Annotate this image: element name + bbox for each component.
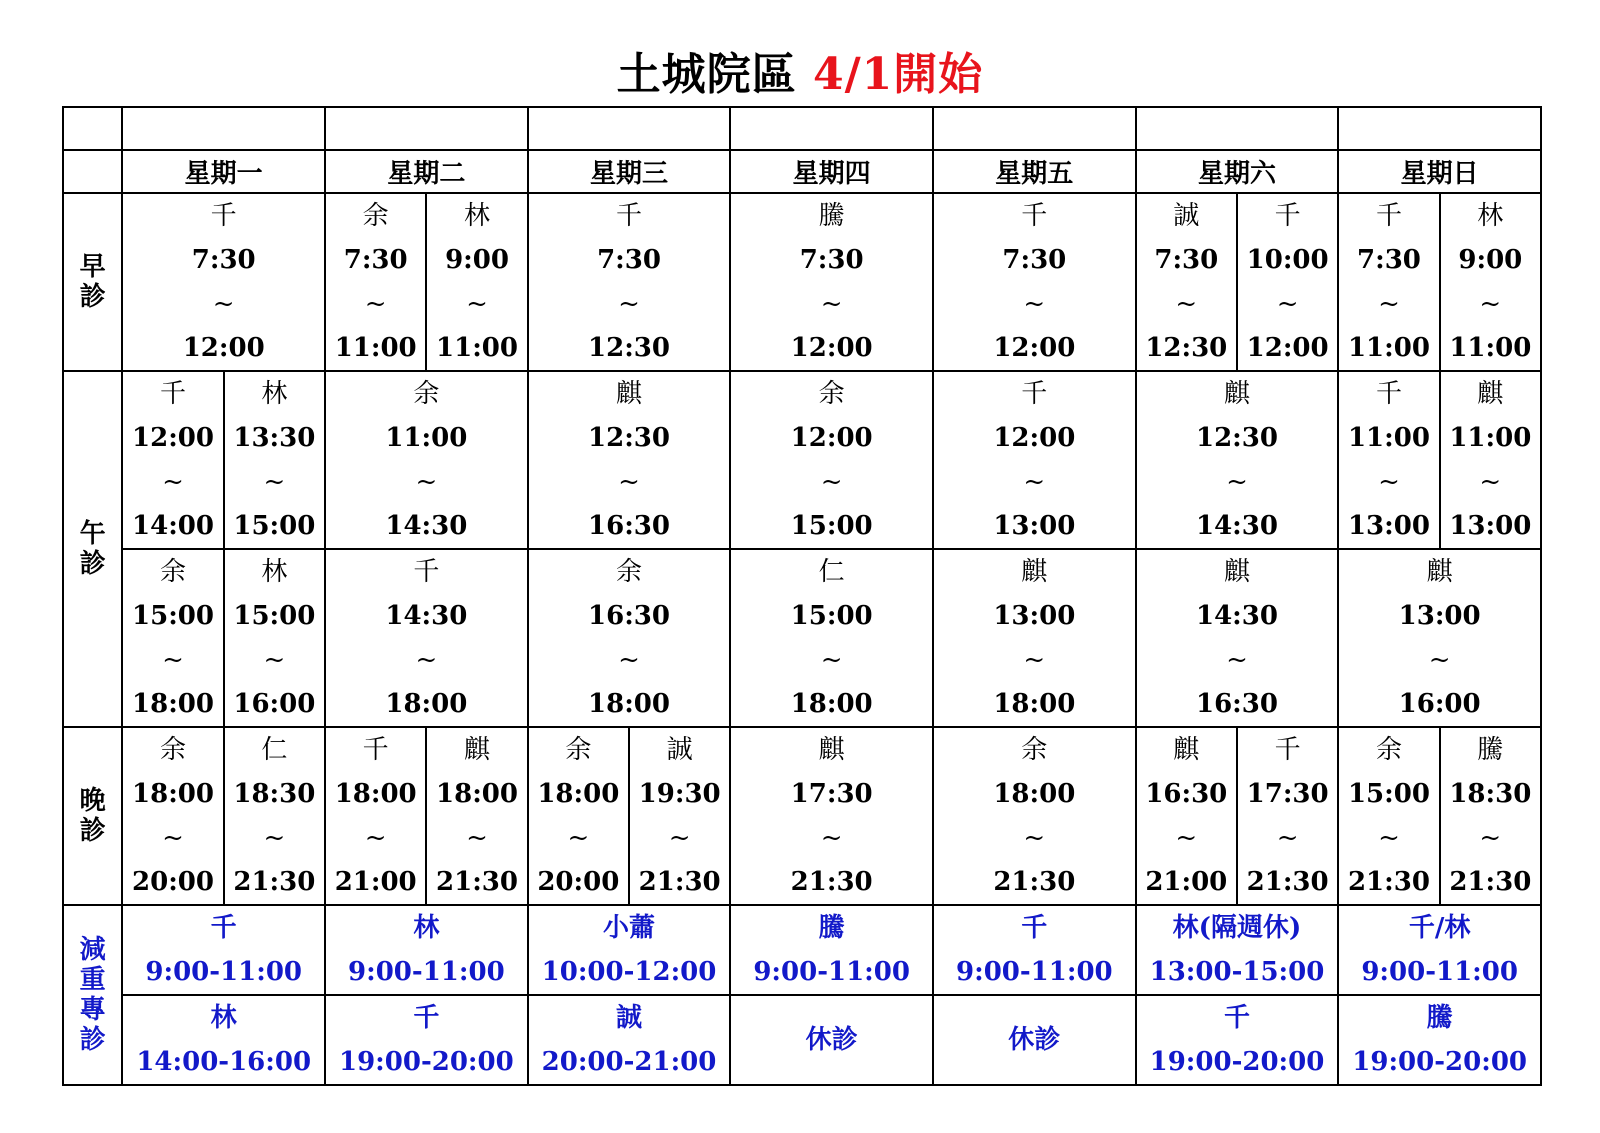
weight-clinic-slot [1338, 905, 1541, 995]
end-time: 21:30 [638, 867, 721, 897]
start-time: 12:00 [132, 423, 214, 453]
time-range: 9:00-11:00 [1361, 957, 1518, 987]
start-time: 11:00 [385, 423, 468, 453]
clinic-slot [1338, 727, 1439, 905]
doctor-name: 林 [261, 379, 288, 409]
end-time: 12:00 [993, 333, 1076, 363]
doctor-name: 騰 [1426, 1003, 1453, 1033]
weight-clinic-slot [325, 905, 528, 995]
start-time: 18:30 [1449, 779, 1532, 809]
clinic-slot [325, 727, 426, 905]
doctor-name: 千 [1021, 913, 1048, 943]
doctor-name: 余 [615, 557, 642, 587]
session-label-afternoon [63, 371, 122, 727]
weight-clinic-slot [1136, 995, 1339, 1085]
doctor-name: 騰 [818, 913, 845, 943]
end-time: 18:00 [588, 689, 670, 719]
clinic-slot [122, 727, 223, 905]
doctor-name: 千 [160, 379, 187, 409]
start-time: 7:30 [1357, 245, 1421, 275]
clinic-slot [1338, 371, 1439, 549]
end-time: 21:30 [1449, 867, 1532, 897]
doctor-name: 千 [1223, 1003, 1250, 1033]
time-separator: ~ [364, 823, 387, 853]
day-header-row [63, 150, 1541, 193]
doctor-name: 林 [413, 913, 440, 943]
doctor-name: 麒 [615, 379, 642, 409]
start-time: 13:00 [1398, 601, 1481, 631]
doctor-name: 千/林 [1408, 913, 1471, 943]
start-time: 17:30 [790, 779, 873, 809]
end-time: 11:00 [1449, 333, 1532, 363]
start-time: 19:30 [638, 779, 721, 809]
doctor-name: 林(隔週休) [1172, 913, 1302, 943]
start-time: 9:00 [445, 245, 509, 275]
start-time: 7:30 [191, 245, 256, 275]
end-time: 14:30 [1195, 511, 1278, 541]
time-separator: ~ [567, 823, 590, 853]
time-separator: ~ [820, 467, 843, 497]
doctor-name: 仁 [261, 735, 288, 765]
day-header: 星期三 [528, 150, 731, 193]
time-separator: ~ [668, 823, 691, 853]
weight-clinic-slot [933, 995, 1136, 1085]
weight-clinic-slot [1136, 905, 1339, 995]
doctor-name: 余 [1021, 735, 1048, 765]
end-time: 18:00 [993, 689, 1076, 719]
start-time: 14:30 [1195, 601, 1278, 631]
start-time: 15:00 [1347, 779, 1430, 809]
doctor-name: 休診 [805, 1025, 858, 1055]
title-start-date: 4/1開始 [813, 49, 984, 100]
weight-clinic-slot [528, 905, 731, 995]
start-time: 15:00 [233, 601, 316, 631]
time-separator: ~ [1226, 645, 1248, 675]
doctor-name: 麒 [1223, 379, 1250, 409]
doctor-name: 林 [210, 1003, 237, 1033]
time-separator: ~ [618, 289, 640, 319]
clinic-slot [1136, 549, 1339, 727]
time-separator: ~ [1479, 289, 1502, 319]
end-time: 18:00 [385, 689, 468, 719]
end-time: 16:30 [1195, 689, 1278, 719]
start-time: 15:00 [132, 601, 214, 631]
doctor-name: 仁 [818, 557, 845, 587]
clinic-slot [528, 549, 731, 727]
clinic-slot [933, 727, 1136, 905]
clinic-slot [224, 371, 325, 549]
end-time: 12:30 [588, 333, 670, 363]
clinic-slot [730, 549, 933, 727]
blank-cell [933, 107, 1136, 150]
doctor-name: 千 [1021, 379, 1048, 409]
start-time: 18:30 [233, 779, 316, 809]
session-label-text: 晚診 [79, 786, 106, 846]
end-time: 21:00 [334, 867, 417, 897]
clinic-slot [1440, 193, 1541, 371]
time-separator: ~ [1226, 467, 1248, 497]
doctor-name: 麒 [464, 735, 491, 765]
time-range: 14:00-16:00 [136, 1047, 312, 1077]
time-separator: ~ [1023, 823, 1046, 853]
clinic-slot [1440, 371, 1541, 549]
doctor-name: 誠 [615, 1003, 642, 1033]
end-time: 12:00 [790, 333, 873, 363]
evening-row [63, 727, 1541, 905]
clinic-slot [325, 193, 426, 371]
clinic-slot [1237, 193, 1338, 371]
start-time: 12:00 [993, 423, 1076, 453]
time-range: 20:00-21:00 [541, 1047, 717, 1077]
doctor-name: 余 [818, 379, 845, 409]
doctor-name: 麒 [1021, 557, 1048, 587]
weight-clinic-slot [122, 995, 325, 1085]
time-separator: ~ [1378, 467, 1400, 497]
clinic-slot [1136, 193, 1237, 371]
doctor-name: 千 [1021, 201, 1048, 231]
end-time: 16:00 [233, 689, 316, 719]
start-time: 18:00 [436, 779, 518, 809]
time-separator: ~ [263, 467, 286, 497]
time-separator: ~ [1175, 289, 1198, 319]
start-time: 12:30 [1195, 423, 1278, 453]
clinic-slot [730, 371, 933, 549]
end-time: 21:30 [993, 867, 1076, 897]
clinic-slot [426, 193, 527, 371]
doctor-name: 千 [413, 557, 440, 587]
start-time: 13:30 [233, 423, 316, 453]
doctor-name: 千 [362, 735, 389, 765]
clinic-slot [122, 549, 223, 727]
end-time: 11:00 [1347, 333, 1430, 363]
session-label-morning [63, 193, 122, 371]
time-range: 9:00-11:00 [145, 957, 302, 987]
time-separator: ~ [820, 823, 843, 853]
blank-cell [325, 107, 528, 150]
end-time: 18:00 [132, 689, 214, 719]
clinic-slot [1136, 371, 1339, 549]
end-time: 12:30 [1145, 333, 1228, 363]
time-separator: ~ [1175, 823, 1198, 853]
clinic-slot [528, 727, 629, 905]
clinic-slot [1338, 549, 1541, 727]
day-header: 星期四 [730, 150, 933, 193]
start-time: 17:30 [1246, 779, 1329, 809]
session-label-text: 早診 [79, 252, 106, 312]
doctor-name: 千 [1274, 201, 1301, 231]
time-separator: ~ [162, 645, 184, 675]
start-time: 7:30 [1002, 245, 1067, 275]
doctor-name: 誠 [666, 735, 693, 765]
day-header: 星期二 [325, 150, 528, 193]
doctor-name: 騰 [1477, 735, 1504, 765]
end-time: 11:00 [334, 333, 417, 363]
clinic-slot [426, 727, 527, 905]
session-label-evening [63, 727, 122, 905]
time-separator: ~ [364, 289, 387, 319]
clinic-slot [933, 549, 1136, 727]
time-range: 13:00-15:00 [1149, 957, 1325, 987]
end-time: 15:00 [790, 511, 873, 541]
end-time: 11:00 [436, 333, 518, 363]
weight2-row [63, 995, 1541, 1085]
end-time: 16:00 [1398, 689, 1481, 719]
doctor-name: 千 [615, 201, 642, 231]
start-time: 11:00 [1449, 423, 1532, 453]
blank-row [63, 107, 1541, 150]
doctor-name: 千 [413, 1003, 440, 1033]
clinic-slot [325, 549, 528, 727]
clinic-slot [933, 371, 1136, 549]
clinic-slot [325, 371, 528, 549]
end-time: 13:00 [1347, 511, 1430, 541]
doctor-name: 林 [261, 557, 288, 587]
time-separator: ~ [1479, 823, 1502, 853]
time-separator: ~ [415, 645, 438, 675]
clinic-slot [1237, 727, 1338, 905]
doctor-name: 休診 [1008, 1025, 1061, 1055]
doctor-name: 余 [1375, 735, 1402, 765]
time-separator: ~ [820, 645, 843, 675]
doctor-name: 林 [464, 201, 491, 231]
end-time: 16:30 [588, 511, 670, 541]
end-time: 21:30 [436, 867, 518, 897]
start-time: 9:00 [1458, 245, 1523, 275]
doctor-name: 千 [1375, 379, 1402, 409]
weight1-row [63, 905, 1541, 995]
doctor-name: 林 [1477, 201, 1504, 231]
start-time: 18:00 [537, 779, 620, 809]
corner-cell [63, 150, 122, 193]
clinic-slot [1440, 727, 1541, 905]
time-separator: ~ [466, 289, 488, 319]
session-label-text: 減重專診 [79, 935, 106, 1055]
time-separator: ~ [162, 823, 184, 853]
start-time: 14:30 [385, 601, 468, 631]
time-range: 19:00-20:00 [1352, 1047, 1527, 1077]
blank-cell [1338, 107, 1541, 150]
time-separator: ~ [263, 645, 286, 675]
end-time: 15:00 [233, 511, 316, 541]
weight-clinic-slot [528, 995, 731, 1085]
time-separator: ~ [1378, 289, 1400, 319]
clinic-slot [629, 727, 730, 905]
time-separator: ~ [1023, 467, 1046, 497]
end-time: 12:00 [1246, 333, 1329, 363]
doctor-name: 騰 [818, 201, 845, 231]
time-range: 9:00-11:00 [753, 957, 910, 987]
blank-cell [122, 107, 325, 150]
weight-clinic-slot [1338, 995, 1541, 1085]
time-separator: ~ [415, 467, 438, 497]
end-time: 18:00 [790, 689, 873, 719]
time-range: 10:00-12:00 [541, 957, 717, 987]
clinic-slot [528, 371, 731, 549]
end-time: 20:00 [537, 867, 620, 897]
start-time: 11:00 [1347, 423, 1430, 453]
time-separator: ~ [1023, 289, 1046, 319]
time-separator: ~ [162, 467, 184, 497]
clinic-slot [730, 727, 933, 905]
time-separator: ~ [618, 467, 640, 497]
end-time: 21:30 [1246, 867, 1329, 897]
doctor-name: 余 [160, 557, 187, 587]
end-time: 21:30 [790, 867, 873, 897]
start-time: 12:30 [588, 423, 670, 453]
weight-clinic-slot [325, 995, 528, 1085]
start-time: 12:00 [790, 423, 873, 453]
doctor-name: 余 [160, 735, 187, 765]
time-separator: ~ [1023, 645, 1046, 675]
end-time: 20:00 [132, 867, 214, 897]
start-time: 7:30 [597, 245, 661, 275]
start-time: 7:30 [1154, 245, 1219, 275]
start-time: 18:00 [334, 779, 417, 809]
time-separator: ~ [466, 823, 488, 853]
doctor-name: 麒 [1223, 557, 1250, 587]
doctor-name: 余 [362, 201, 389, 231]
clinic-slot [933, 193, 1136, 371]
time-separator: ~ [1276, 289, 1299, 319]
time-separator: ~ [1428, 645, 1451, 675]
clinic-slot [122, 371, 223, 549]
start-time: 10:00 [1246, 245, 1329, 275]
start-time: 16:30 [588, 601, 670, 631]
doctor-name: 誠 [1173, 201, 1200, 231]
day-header: 星期六 [1136, 150, 1339, 193]
clinic-slot [1136, 727, 1237, 905]
time-separator: ~ [1479, 467, 1502, 497]
afternoon1-row [63, 371, 1541, 549]
day-header: 星期五 [933, 150, 1136, 193]
morning-row [63, 193, 1541, 371]
time-range: 19:00-20:00 [1149, 1047, 1325, 1077]
session-label-weight [63, 905, 122, 1085]
clinic-slot [224, 727, 325, 905]
weight-clinic-slot [730, 905, 933, 995]
page-title [0, 38, 1600, 102]
clinic-slot [528, 193, 731, 371]
end-time: 21:00 [1145, 867, 1228, 897]
start-time: 7:30 [343, 245, 408, 275]
doctor-name: 千 [1274, 735, 1301, 765]
time-separator: ~ [1378, 823, 1400, 853]
time-range: 19:00-20:00 [338, 1047, 514, 1077]
end-time: 13:00 [1449, 511, 1532, 541]
end-time: 14:30 [385, 511, 468, 541]
weight-clinic-slot [122, 905, 325, 995]
time-separator: ~ [820, 289, 843, 319]
doctor-name: 千 [210, 201, 237, 231]
time-separator: ~ [212, 289, 235, 319]
weight-clinic-slot [730, 995, 933, 1085]
end-time: 21:30 [1347, 867, 1430, 897]
title-main: 土城院區 [616, 49, 813, 100]
weight-clinic-slot [933, 905, 1136, 995]
time-range: 9:00-11:00 [348, 957, 505, 987]
end-time: 14:00 [132, 511, 214, 541]
start-time: 16:30 [1145, 779, 1228, 809]
end-time: 13:00 [993, 511, 1076, 541]
start-time: 13:00 [993, 601, 1076, 631]
clinic-slot [1338, 193, 1439, 371]
doctor-name: 余 [565, 735, 592, 765]
doctor-name: 麒 [818, 735, 845, 765]
blank-cell [1136, 107, 1339, 150]
doctor-name: 麒 [1173, 735, 1200, 765]
blank-cell [528, 107, 731, 150]
blank-cell [730, 107, 933, 150]
time-separator: ~ [1276, 823, 1299, 853]
time-range: 9:00-11:00 [956, 957, 1113, 987]
doctor-name: 余 [413, 379, 440, 409]
doctor-name: 麒 [1426, 557, 1453, 587]
session-label-text: 午診 [79, 519, 106, 579]
start-time: 7:30 [799, 245, 864, 275]
end-time: 21:30 [233, 867, 316, 897]
corner-cell [63, 107, 122, 150]
clinic-slot [122, 193, 325, 371]
doctor-name: 千 [1375, 201, 1402, 231]
day-header: 星期一 [122, 150, 325, 193]
start-time: 18:00 [993, 779, 1076, 809]
start-time: 18:00 [132, 779, 214, 809]
schedule-table [62, 106, 1542, 1086]
doctor-name: 麒 [1477, 379, 1504, 409]
clinic-slot [224, 549, 325, 727]
end-time: 12:00 [182, 333, 265, 363]
start-time: 15:00 [790, 601, 873, 631]
day-header: 星期日 [1338, 150, 1541, 193]
time-separator: ~ [263, 823, 286, 853]
clinic-slot [730, 193, 933, 371]
doctor-name: 千 [210, 913, 237, 943]
time-separator: ~ [618, 645, 640, 675]
afternoon2-row [63, 549, 1541, 727]
doctor-name: 小蕭 [602, 913, 655, 943]
